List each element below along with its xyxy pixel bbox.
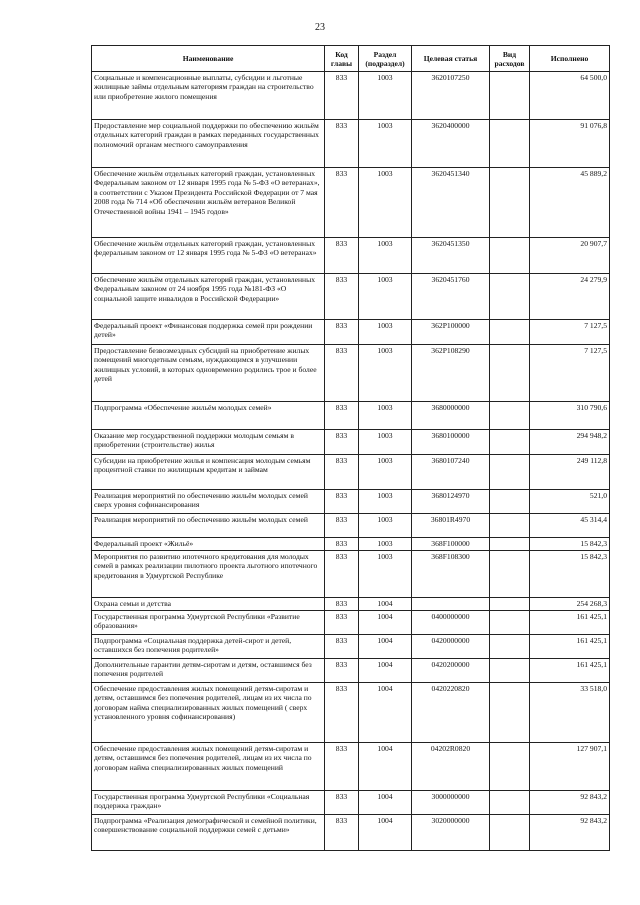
cell-section: 1004 [359,611,412,635]
cell-expense-type [490,791,530,815]
table-row [92,743,610,791]
cell-target: 3620107250 [412,72,490,120]
table-row [92,514,610,538]
cell-target: 3680107240 [412,455,490,490]
cell-name: Подпрограмма «Социальная поддержка детей-сирот и детей, оставшихся без попечения родителей» [92,635,325,659]
cell-name: Государственная программа Удмуртской Республики «Развитие образования» [92,611,325,635]
cell-name: Подпрограмма «Обеспечение жильём молодых семей» [92,402,325,430]
cell-code: 833 [325,430,359,455]
cell-code: 833 [325,72,359,120]
cell-section: 1004 [359,683,412,743]
cell-expense-type [490,598,530,611]
cell-section: 1004 [359,659,412,683]
cell-executed: 45 889,2 [530,168,610,238]
table-row [92,815,610,851]
table-row [92,345,610,402]
cell-executed: 20 907,7 [530,238,610,274]
table-row [92,168,610,238]
cell-name: Охрана семьи и детства [92,598,325,611]
table-row [92,551,610,598]
cell-section: 1004 [359,598,412,611]
cell-expense-type [490,120,530,168]
cell-name: Субсидии на приобретение жилья и компенсация молодым семьям процентной ставки по жилищным кредитам и займам [92,455,325,490]
cell-name: Реализация мероприятий по обеспечению жильём молодых семей [92,514,325,538]
cell-target: 3620400000 [412,120,490,168]
cell-name: Дополнительные гарантии детям-сиротам и детям, оставшимся без попечения родителей [92,659,325,683]
table-row [92,238,610,274]
table-row [92,659,610,683]
cell-name: Предоставление мер социальной поддержки по обеспечению жильём отдельных категорий граждан в рамках переданных государственных полномочий органам местного самоуправления [92,120,325,168]
cell-section: 1004 [359,815,412,851]
cell-expense-type [490,538,530,551]
cell-executed: 7 127,5 [530,345,610,402]
cell-name: Подпрограмма «Реализация демографической и семейной политики, совершенствование социальной поддержки семей с детьми» [92,815,325,851]
cell-name: Обеспечение предоставления жилых помещений детям-сиротам и детям, оставшимся без попечения родителей, лицам из их числа по договорам найма специализированных жилых помещений [92,743,325,791]
cell-name: Оказание мер государственной поддержки молодым семьям в приобретении (строительстве) жилья [92,430,325,455]
cell-target: 0420220820 [412,683,490,743]
cell-code: 833 [325,274,359,320]
cell-expense-type [490,551,530,598]
cell-executed: 92 843,2 [530,791,610,815]
cell-expense-type [490,815,530,851]
cell-executed: 161 425,1 [530,611,610,635]
cell-name: Федеральный проект «Финансовая поддержка семей при рождении детей» [92,320,325,345]
header-code: Код главы [325,46,359,72]
cell-section: 1003 [359,72,412,120]
cell-section: 1003 [359,490,412,514]
cell-expense-type [490,683,530,743]
cell-expense-type [490,611,530,635]
cell-name: Реализация мероприятий по обеспечению жильём молодых семей сверх уровня софинансирования [92,490,325,514]
cell-executed: 127 907,1 [530,743,610,791]
table-row [92,320,610,345]
header-section: Раздел (подраздел) [359,46,412,72]
cell-code: 833 [325,635,359,659]
header-expense-type: Вид расходов [490,46,530,72]
cell-expense-type [490,320,530,345]
cell-code: 833 [325,490,359,514]
cell-executed: 91 076,8 [530,120,610,168]
cell-section: 1003 [359,514,412,538]
cell-target: 3620451760 [412,274,490,320]
cell-section: 1004 [359,635,412,659]
cell-target: 04202R0820 [412,743,490,791]
table-row [92,538,610,551]
cell-section: 1003 [359,430,412,455]
cell-expense-type [490,345,530,402]
cell-section: 1004 [359,791,412,815]
cell-code: 833 [325,683,359,743]
table-row [92,274,610,320]
cell-executed: 161 425,1 [530,659,610,683]
cell-name: Обеспечение жильём отдельных категорий граждан, установленных Федеральным законом от 24 ноября 1995 года №181-ФЗ «О социальной защите инвалидов в Российской Федерации» [92,274,325,320]
cell-expense-type [490,659,530,683]
cell-code: 833 [325,514,359,538]
cell-target: 36801R4970 [412,514,490,538]
cell-code: 833 [325,168,359,238]
table-row [92,72,610,120]
cell-code: 833 [325,791,359,815]
cell-code: 833 [325,538,359,551]
cell-target: 368F108300 [412,551,490,598]
cell-executed: 33 518,0 [530,683,610,743]
cell-target: 0420200000 [412,659,490,683]
cell-target: 3620451350 [412,238,490,274]
cell-code: 833 [325,659,359,683]
cell-executed: 521,0 [530,490,610,514]
table-row [92,683,610,743]
cell-executed: 92 843,2 [530,815,610,851]
cell-target: 3680124970 [412,490,490,514]
cell-target: 0400000000 [412,611,490,635]
cell-code: 833 [325,598,359,611]
cell-executed: 45 314,4 [530,514,610,538]
header-executed: Исполнено [530,46,610,72]
cell-expense-type [490,274,530,320]
cell-target: 3000000000 [412,791,490,815]
cell-expense-type [490,635,530,659]
table-row [92,402,610,430]
cell-code: 833 [325,743,359,791]
cell-target: 362P108290 [412,345,490,402]
cell-section: 1003 [359,345,412,402]
header-name: Наименование [92,46,325,72]
cell-executed: 7 127,5 [530,320,610,345]
cell-executed: 310 790,6 [530,402,610,430]
cell-executed: 161 425,1 [530,635,610,659]
cell-name: Федеральный проект «Жильё» [92,538,325,551]
cell-executed: 64 500,0 [530,72,610,120]
cell-target: 3680100000 [412,430,490,455]
table-row [92,455,610,490]
cell-section: 1004 [359,743,412,791]
budget-execution-table [91,45,610,851]
cell-name: Обеспечение жильём отдельных категорий граждан, установленных Федеральным законом от 12 января 1995 года № 5-ФЗ «О ветеранах», в соответствии с Указом Президента Российской Федерации от 7 мая 2008 года № 714 «Об обеспечении жильём ветеранов Великой Отечественной войны 1941 – 1945 годов» [92,168,325,238]
cell-executed: 254 268,3 [530,598,610,611]
cell-section: 1003 [359,538,412,551]
cell-section: 1003 [359,238,412,274]
cell-expense-type [490,743,530,791]
cell-target: 3020000000 [412,815,490,851]
cell-expense-type [490,168,530,238]
cell-executed: 249 112,8 [530,455,610,490]
cell-name: Предоставление безвозмездных субсидий на приобретение жилых помещений многодетным семьям, нуждающимся в улучшении жилищных условий, в которых одновременно родились трое и более детей [92,345,325,402]
cell-executed: 294 948,2 [530,430,610,455]
table-row [92,635,610,659]
table-row [92,791,610,815]
cell-expense-type [490,514,530,538]
cell-section: 1003 [359,274,412,320]
cell-code: 833 [325,238,359,274]
cell-code: 833 [325,320,359,345]
cell-section: 1003 [359,551,412,598]
table-row [92,598,610,611]
table-row [92,120,610,168]
page-number: 23 [315,22,325,33]
table-row [92,490,610,514]
table-body [92,72,610,851]
cell-target: 0420000000 [412,635,490,659]
cell-section: 1003 [359,168,412,238]
cell-target: 3680000000 [412,402,490,430]
cell-code: 833 [325,815,359,851]
cell-name: Обеспечение предоставления жилых помещений детям-сиротам и детям, оставшимся без попечения родителей, лицам из их числа по договорам найма специализированных жилых помещений ( сверх установленного уровня софинансирования) [92,683,325,743]
table-row [92,430,610,455]
cell-code: 833 [325,455,359,490]
cell-name: Обеспечение жильём отдельных категорий граждан, установленных федеральным законом от 12 января 1995 года № 5-ФЗ «О ветеранах» [92,238,325,274]
cell-name: Социальные и компенсационные выплаты, субсидии и льготные жилищные займы отдельным категориям граждан на строительство или приобретение жилого помещения [92,72,325,120]
cell-code: 833 [325,551,359,598]
cell-section: 1003 [359,455,412,490]
cell-expense-type [490,455,530,490]
cell-executed: 15 842,3 [530,538,610,551]
cell-code: 833 [325,345,359,402]
cell-expense-type [490,238,530,274]
cell-name: Государственная программа Удмуртской Республики «Социальная поддержка граждан» [92,791,325,815]
cell-expense-type [490,430,530,455]
cell-expense-type [490,72,530,120]
cell-target [412,598,490,611]
table-header-row [92,46,610,72]
cell-code: 833 [325,402,359,430]
cell-section: 1003 [359,120,412,168]
cell-executed: 24 279,9 [530,274,610,320]
cell-expense-type [490,402,530,430]
cell-code: 833 [325,611,359,635]
table-row [92,611,610,635]
cell-target: 368F100000 [412,538,490,551]
cell-name: Мероприятия по развитию ипотечного кредитования для молодых семей в рамках реализации пилотного проекта льготного ипотечного кредитования в Удмуртской Республике [92,551,325,598]
cell-code: 833 [325,120,359,168]
cell-target: 3620451340 [412,168,490,238]
cell-section: 1003 [359,320,412,345]
cell-section: 1003 [359,402,412,430]
cell-target: 362P100000 [412,320,490,345]
cell-expense-type [490,490,530,514]
cell-executed: 15 842,3 [530,551,610,598]
header-target: Целевая статья [412,46,490,72]
